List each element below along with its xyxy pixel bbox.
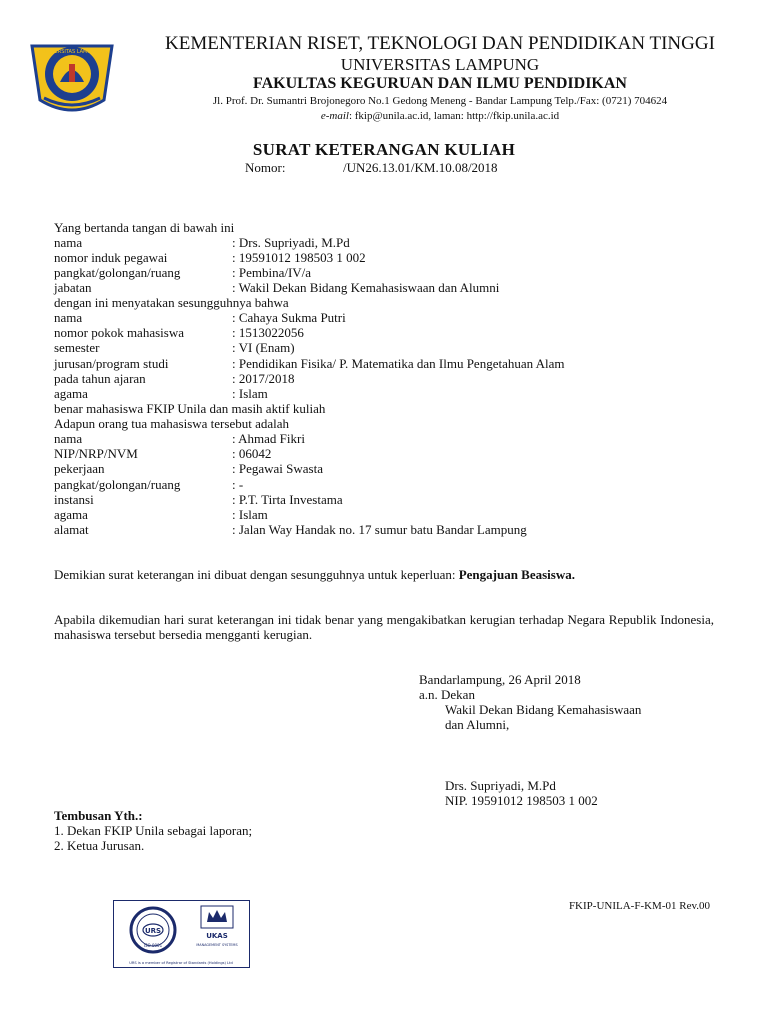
- field-value: : Jalan Way Handak no. 17 sumur batu Bandar Lampung: [232, 522, 527, 538]
- university-name: UNIVERSITAS LAMPUNG: [340, 55, 540, 74]
- tembusan-item: 2. Ketua Jurusan.: [54, 838, 145, 853]
- field-label: jabatan: [54, 280, 92, 295]
- field-label: alamat: [54, 522, 89, 538]
- field-value: : Ahmad Fikri: [232, 431, 305, 446]
- signature-block: [419, 672, 641, 808]
- field-label: nama: [54, 431, 83, 446]
- active-statement: benar mahasiswa FKIP Unila dan masih aktif kuliah: [54, 401, 326, 416]
- field-value: : Islam: [232, 386, 268, 401]
- svg-text:URS: URS: [144, 927, 162, 935]
- warning-paragraph: Apabila dikemudian hari surat keterangan ini tidak benar yang mengakibatkan kerugian terhadap Negara Republik Indonesia, mahasiswa tersebut bersedia mengganti kerugian.: [54, 612, 714, 642]
- nomor-label: Nomor:: [245, 160, 286, 175]
- field-value: : 1513022056: [232, 325, 304, 341]
- field-value: : Pendidikan Fisika/ P. Matematika dan Ilmu Pengetahuan Alam: [232, 355, 565, 371]
- field-label: pangkat/golongan/ruang: [54, 265, 181, 280]
- parent-intro: Adapun orang tua mahasiswa tersebut adalah: [54, 416, 290, 431]
- svg-text:UKAS: UKAS: [206, 932, 228, 940]
- letter-number: [245, 160, 498, 176]
- signer-position-2: dan Alumni,: [445, 717, 510, 732]
- field-value: : VI (Enam): [232, 340, 295, 356]
- field-label: nomor induk pegawai: [54, 250, 168, 265]
- field-value: : 2017/2018: [232, 370, 295, 386]
- field-value: : Pembina/IV/a: [232, 265, 312, 280]
- purpose-text: Demikian surat keterangan ini dibuat dengan sesungguhnya untuk keperluan:: [54, 567, 459, 582]
- email-rest: : fkip@unila.ac.id, laman: http://fkip.unila.ac.id: [348, 110, 560, 122]
- field-value: : Drs. Supriyadi, M.Pd: [232, 235, 350, 250]
- field-value: : Islam: [232, 507, 268, 522]
- field-value: : 06042: [232, 446, 272, 462]
- field-value: : Wakil Dekan Bidang Kemahasiswaan dan Alumni: [232, 280, 500, 295]
- signer-position-1: Wakil Dekan Bidang Kemahasiswaan: [445, 702, 642, 717]
- field-label: pekerjaan: [54, 461, 105, 477]
- university-logo: [24, 38, 120, 118]
- purpose-paragraph: [54, 567, 575, 583]
- certification-badges: [113, 900, 250, 968]
- form-code: FKIP-UNILA-F-KM-01 Rev.00: [568, 900, 710, 912]
- intro-text: Yang bertanda tangan di bawah ini: [54, 220, 235, 235]
- faculty-address: Jl. Prof. Dr. Sumantri Brojonegoro No.1 Gedong Meneng - Bandar Lampung Telp./Fax: (0721) 704624: [212, 95, 668, 107]
- field-label: nama: [54, 310, 83, 325]
- statement-text: dengan ini menyatakan sesungguhnya bahwa: [54, 295, 289, 310]
- field-label: pada tahun ajaran: [54, 370, 146, 386]
- field-label: agama: [54, 386, 88, 401]
- email-label: e-mail: [320, 110, 349, 122]
- signer-nip: NIP. 19591012 198503 1 002: [445, 793, 598, 808]
- on-behalf: a.n. Dekan: [419, 687, 475, 702]
- tembusan-title: Tembusan Yth.:: [54, 808, 143, 823]
- svg-text:URS is a member of Registrar o: URS is a member of Registrar of Standards (Holdings) Ltd: [129, 961, 233, 965]
- letter-title: SURAT KETERANGAN KULIAH: [252, 140, 516, 159]
- field-label: instansi: [54, 491, 94, 507]
- nomor-value: /UN26.13.01/KM.10.08/2018: [343, 160, 498, 175]
- field-label: jurusan/program studi: [54, 355, 169, 371]
- field-value: : -: [232, 476, 244, 492]
- field-value: : Pegawai Swasta: [232, 461, 323, 477]
- field-label: nama: [54, 235, 83, 250]
- faculty-contact: [120, 110, 760, 122]
- field-label: agama: [54, 507, 88, 522]
- field-label: nomor pokok mahasiswa: [54, 325, 184, 341]
- place-date: Bandarlampung, 26 April 2018: [419, 672, 581, 687]
- svg-text:UNIVERSITAS LAMPUNG: UNIVERSITAS LAMPUNG: [42, 49, 102, 55]
- field-label: NIP/NRP/NVM: [54, 446, 138, 462]
- faculty-name: FAKULTAS KEGURUAN DAN ILMU PENDIDIKAN: [253, 75, 627, 92]
- field-value: : Cahaya Sukma Putri: [232, 310, 346, 325]
- field-label: semester: [54, 340, 100, 356]
- field-label: pangkat/golongan/ruang: [54, 476, 181, 492]
- purpose-bold: Pengajuan Beasiswa.: [458, 567, 575, 582]
- ministry-name: KEMENTERIAN RISET, TEKNOLOGI DAN PENDIDIKAN TINGGI: [165, 33, 715, 54]
- signer-name: Drs. Supriyadi, M.Pd: [445, 778, 556, 793]
- field-value: : 19591012 198503 1 002: [232, 250, 366, 265]
- tembusan-item: 1. Dekan FKIP Unila sebagai laporan;: [54, 823, 253, 838]
- field-value: : P.T. Tirta Investama: [232, 491, 343, 507]
- svg-text:ISO 9001: ISO 9001: [143, 943, 163, 948]
- svg-text:MANAGEMENT SYSTEMS: MANAGEMENT SYSTEMS: [196, 943, 238, 947]
